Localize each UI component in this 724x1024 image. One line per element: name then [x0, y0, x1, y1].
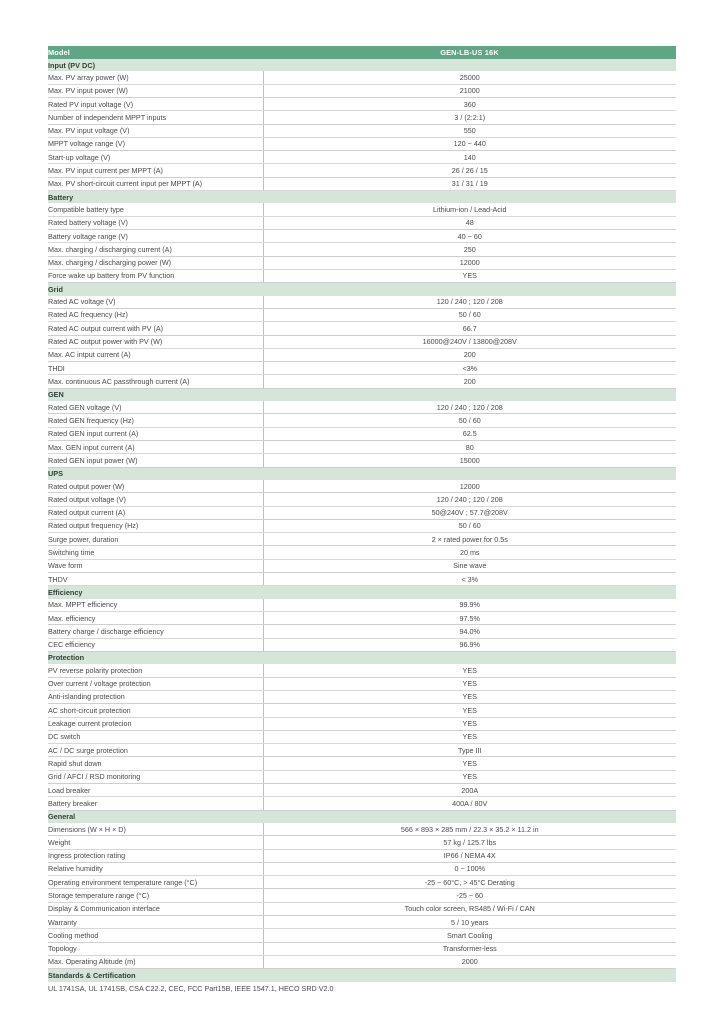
table-row — [48, 677, 676, 690]
spec-value: 2 × rated power for 0.5s — [263, 533, 676, 546]
table-row — [48, 902, 676, 915]
spec-value: 250 — [263, 243, 676, 256]
section-spacer-cell — [263, 810, 676, 823]
spec-label: Max. Operating Altitude (m) — [48, 955, 263, 968]
spec-label: Anti-islanding protection — [48, 690, 263, 703]
spec-label: Max. PV input voltage (V) — [48, 124, 263, 137]
spec-value: 94.0% — [263, 625, 676, 638]
table-row — [48, 454, 676, 467]
section-title: GEN — [48, 388, 263, 401]
table-row — [48, 519, 676, 532]
spec-label: Operating environment temperature range (°C) — [48, 876, 263, 889]
table-row — [48, 955, 676, 968]
spec-label: Display & Communication interface — [48, 902, 263, 915]
table-row — [48, 876, 676, 889]
spec-value: Lithium-ion / Lead-Acid — [263, 203, 676, 216]
spec-value: 140 — [263, 151, 676, 164]
spec-label: Rated AC output current with PV (A) — [48, 322, 263, 335]
section-spacer-cell — [263, 59, 676, 71]
spec-value: Sine wave — [263, 559, 676, 572]
spec-label: Ingress protection rating — [48, 849, 263, 862]
spec-value: 80 — [263, 440, 676, 453]
model-header-label: Model — [48, 46, 263, 59]
spec-value: YES — [263, 704, 676, 717]
spec-value: 120 / 240 ; 120 / 208 — [263, 296, 676, 309]
spec-value: YES — [263, 717, 676, 730]
spec-value: YES — [263, 664, 676, 677]
spec-label: Max. PV input current per MPPT (A) — [48, 164, 263, 177]
spec-value: 0 ~ 100% — [263, 862, 676, 875]
table-row — [48, 506, 676, 519]
spec-value: 120 / 240 ; 120 / 208 — [263, 493, 676, 506]
spec-label: Switching time — [48, 546, 263, 559]
table-row — [48, 322, 676, 335]
spec-value: 12000 — [263, 480, 676, 493]
table-row — [48, 124, 676, 137]
table-row — [48, 836, 676, 849]
spec-label: Wave form — [48, 559, 263, 572]
spec-label: Rated GEN input power (W) — [48, 454, 263, 467]
table-row — [48, 427, 676, 440]
spec-label: Weight — [48, 836, 263, 849]
table-row — [48, 612, 676, 625]
table-row — [48, 269, 676, 282]
table-row — [48, 493, 676, 506]
spec-value: 15000 — [263, 454, 676, 467]
table-row — [48, 690, 676, 703]
spec-label: Rated output voltage (V) — [48, 493, 263, 506]
spec-value: 31 / 31 / 19 — [263, 177, 676, 190]
spec-label: Grid / AFCI / RSD monitoring — [48, 770, 263, 783]
section-spacer-cell — [263, 283, 676, 296]
table-row — [48, 256, 676, 269]
spec-value: 400A / 80V — [263, 797, 676, 810]
spec-label: Max. PV input power (W) — [48, 84, 263, 97]
spec-label: Load breaker — [48, 783, 263, 796]
spec-value: YES — [263, 690, 676, 703]
spec-value: 20 ms — [263, 546, 676, 559]
section-title: UPS — [48, 467, 263, 480]
spec-label: Start-up voltage (V) — [48, 151, 263, 164]
spec-value: 66.7 — [263, 322, 676, 335]
table-row — [48, 362, 676, 375]
section-header-row — [48, 651, 676, 664]
spec-label: THDI — [48, 362, 263, 375]
table-row — [48, 414, 676, 427]
spec-value: 566 × 893 × 285 mm / 22.3 × 35.2 × 11.2 in — [263, 823, 676, 836]
section-spacer-cell — [263, 467, 676, 480]
spec-label: AC / DC surge protection — [48, 744, 263, 757]
spec-label: Max. PV short-circuit current input per MPPT (A) — [48, 177, 263, 190]
section-spacer-cell — [263, 388, 676, 401]
spec-value: 50 / 60 — [263, 414, 676, 427]
table-row — [48, 97, 676, 110]
table-row — [48, 929, 676, 942]
spec-value: 26 / 26 / 15 — [263, 164, 676, 177]
spec-value: 50 / 60 — [263, 308, 676, 321]
table-row — [48, 823, 676, 836]
spec-label: Relative humidity — [48, 862, 263, 875]
table-row — [48, 111, 676, 124]
specification-table-body — [48, 46, 676, 996]
spec-label: Max. AC intput current (A) — [48, 348, 263, 361]
section-header-row — [48, 59, 676, 71]
table-row — [48, 942, 676, 955]
section-header-row — [48, 586, 676, 599]
spec-label: Max. charging / discharging power (W) — [48, 256, 263, 269]
spec-value: 62.5 — [263, 427, 676, 440]
certification-title: Standards & Certification — [48, 969, 676, 982]
table-row — [48, 717, 676, 730]
spec-value: 200A — [263, 783, 676, 796]
spec-value: 99.9% — [263, 599, 676, 612]
spec-value: 50 / 60 — [263, 519, 676, 532]
spec-label: Rated GEN input current (A) — [48, 427, 263, 440]
table-row — [48, 546, 676, 559]
spec-value: Transformer-less — [263, 942, 676, 955]
spec-label: AC short-circuit protection — [48, 704, 263, 717]
table-row — [48, 757, 676, 770]
spec-value: Smart Cooling — [263, 929, 676, 942]
section-title: Input (PV DC) — [48, 59, 263, 71]
table-row — [48, 638, 676, 651]
spec-label: Rated output frequency (Hz) — [48, 519, 263, 532]
spec-label: PV reverse polarity protection — [48, 664, 263, 677]
table-row — [48, 770, 676, 783]
table-row — [48, 744, 676, 757]
spec-value: 5 / 10 years — [263, 916, 676, 929]
spec-label: MPPT voltage range (V) — [48, 137, 263, 150]
spec-label: Battery breaker — [48, 797, 263, 810]
specification-table — [48, 46, 676, 996]
spec-label: Rapid shut down — [48, 757, 263, 770]
table-row — [48, 296, 676, 309]
spec-label: Max. MPPT efficiency — [48, 599, 263, 612]
section-title: Battery — [48, 191, 263, 204]
spec-label: Force wake up battery from PV function — [48, 269, 263, 282]
spec-value: 50@240V ; 57.7@208V — [263, 506, 676, 519]
spec-label: Rated PV input voltage (V) — [48, 97, 263, 110]
spec-label: Rated GEN frequency (Hz) — [48, 414, 263, 427]
spec-label: Over current / voltage protection — [48, 677, 263, 690]
section-header-row — [48, 283, 676, 296]
table-row — [48, 797, 676, 810]
table-row — [48, 862, 676, 875]
spec-value: < 3% — [263, 573, 676, 586]
table-row — [48, 480, 676, 493]
table-row — [48, 730, 676, 743]
table-row — [48, 335, 676, 348]
table-row — [48, 243, 676, 256]
table-row — [48, 599, 676, 612]
table-row — [48, 230, 676, 243]
spec-label: Rated battery voltage (V) — [48, 216, 263, 229]
table-row — [48, 308, 676, 321]
spec-label: Max. PV array power (W) — [48, 71, 263, 84]
spec-value: 96.9% — [263, 638, 676, 651]
table-row — [48, 151, 676, 164]
spec-label: Number of independent MPPT inputs — [48, 111, 263, 124]
spec-label: Rated GEN voltage (V) — [48, 401, 263, 414]
spec-value: 200 — [263, 375, 676, 388]
table-row — [48, 440, 676, 453]
section-title: Efficiency — [48, 586, 263, 599]
table-row — [48, 783, 676, 796]
section-header-row — [48, 191, 676, 204]
table-row — [48, 203, 676, 216]
spec-value: 2000 — [263, 955, 676, 968]
table-row — [48, 704, 676, 717]
section-spacer-cell — [263, 651, 676, 664]
spec-label: DC switch — [48, 730, 263, 743]
spec-value: 16000@240V / 13800@208V — [263, 335, 676, 348]
spec-label: Rated AC output power with PV (W) — [48, 335, 263, 348]
table-row — [48, 348, 676, 361]
spec-label: Max. GEN input current (A) — [48, 440, 263, 453]
table-row — [48, 664, 676, 677]
spec-value: 25000 — [263, 71, 676, 84]
section-header-row — [48, 388, 676, 401]
spec-value: -25 ~ 60 — [263, 889, 676, 902]
spec-label: Leakage current protecion — [48, 717, 263, 730]
certification-body-row — [48, 982, 676, 996]
spec-value: -25 ~ 60°C, > 45°C Derating — [263, 876, 676, 889]
spec-value: 3 / (2:2:1) — [263, 111, 676, 124]
table-row — [48, 401, 676, 414]
spec-label: Battery charge / discharge efficiency — [48, 625, 263, 638]
spec-value: 48 — [263, 216, 676, 229]
spec-label: Topology — [48, 942, 263, 955]
section-title: General — [48, 810, 263, 823]
spec-label: Max. efficiency — [48, 612, 263, 625]
spec-label: Max. charging / discharging current (A) — [48, 243, 263, 256]
spec-label: Rated output current (A) — [48, 506, 263, 519]
table-row — [48, 889, 676, 902]
table-row — [48, 216, 676, 229]
table-row — [48, 533, 676, 546]
section-title: Grid — [48, 283, 263, 296]
spec-label: Battery voltage range (V) — [48, 230, 263, 243]
section-spacer-cell — [263, 586, 676, 599]
certification-header-row — [48, 969, 676, 982]
spec-value: 360 — [263, 97, 676, 110]
spec-value: 200 — [263, 348, 676, 361]
table-row — [48, 573, 676, 586]
table-row — [48, 375, 676, 388]
spec-label: Surge power, duration — [48, 533, 263, 546]
table-row — [48, 849, 676, 862]
spec-label: Rated AC voltage (V) — [48, 296, 263, 309]
spec-value: <3% — [263, 362, 676, 375]
spec-value: 97.5% — [263, 612, 676, 625]
table-row — [48, 559, 676, 572]
spec-value: YES — [263, 770, 676, 783]
spec-label: Max. continuous AC passthrough current (A) — [48, 375, 263, 388]
spec-value: IP66 / NEMA 4X — [263, 849, 676, 862]
spec-value: YES — [263, 730, 676, 743]
spec-value: YES — [263, 269, 676, 282]
spec-label: Cooling method — [48, 929, 263, 942]
spec-label: Rated AC frequency (Hz) — [48, 308, 263, 321]
spec-label: Compatible battery type — [48, 203, 263, 216]
spec-value: 21000 — [263, 84, 676, 97]
table-header-row — [48, 46, 676, 59]
spec-value: Touch color screen, RS485 / Wi-Fi / CAN — [263, 902, 676, 915]
certification-list: UL 1741SA, UL 1741SB, CSA C22.2, CEC, FCC Part15B, IEEE 1547.1, HECO SRD V2.0 — [48, 982, 676, 996]
spec-label: Storage temperature range (°C) — [48, 889, 263, 902]
spec-label: Dimensions (W × H × D) — [48, 823, 263, 836]
spec-label: Rated output power (W) — [48, 480, 263, 493]
table-row — [48, 71, 676, 84]
table-row — [48, 625, 676, 638]
section-header-row — [48, 810, 676, 823]
spec-value: 120 ~ 440 — [263, 137, 676, 150]
spec-value: 40 ~ 60 — [263, 230, 676, 243]
spec-value: Type III — [263, 744, 676, 757]
model-header-value: GEN-LB-US 16K — [263, 46, 676, 59]
spec-value: 12000 — [263, 256, 676, 269]
spec-value: 550 — [263, 124, 676, 137]
section-title: Protection — [48, 651, 263, 664]
table-row — [48, 137, 676, 150]
spec-value: 120 / 240 ; 120 / 208 — [263, 401, 676, 414]
spec-value: YES — [263, 677, 676, 690]
section-spacer-cell — [263, 191, 676, 204]
spec-value: 57 kg / 125.7 lbs — [263, 836, 676, 849]
spec-label: CEC efficiency — [48, 638, 263, 651]
section-header-row — [48, 467, 676, 480]
spec-label: THDV — [48, 573, 263, 586]
table-row — [48, 177, 676, 190]
table-row — [48, 164, 676, 177]
spec-value: YES — [263, 757, 676, 770]
table-row — [48, 916, 676, 929]
spec-label: Warranty — [48, 916, 263, 929]
table-row — [48, 84, 676, 97]
